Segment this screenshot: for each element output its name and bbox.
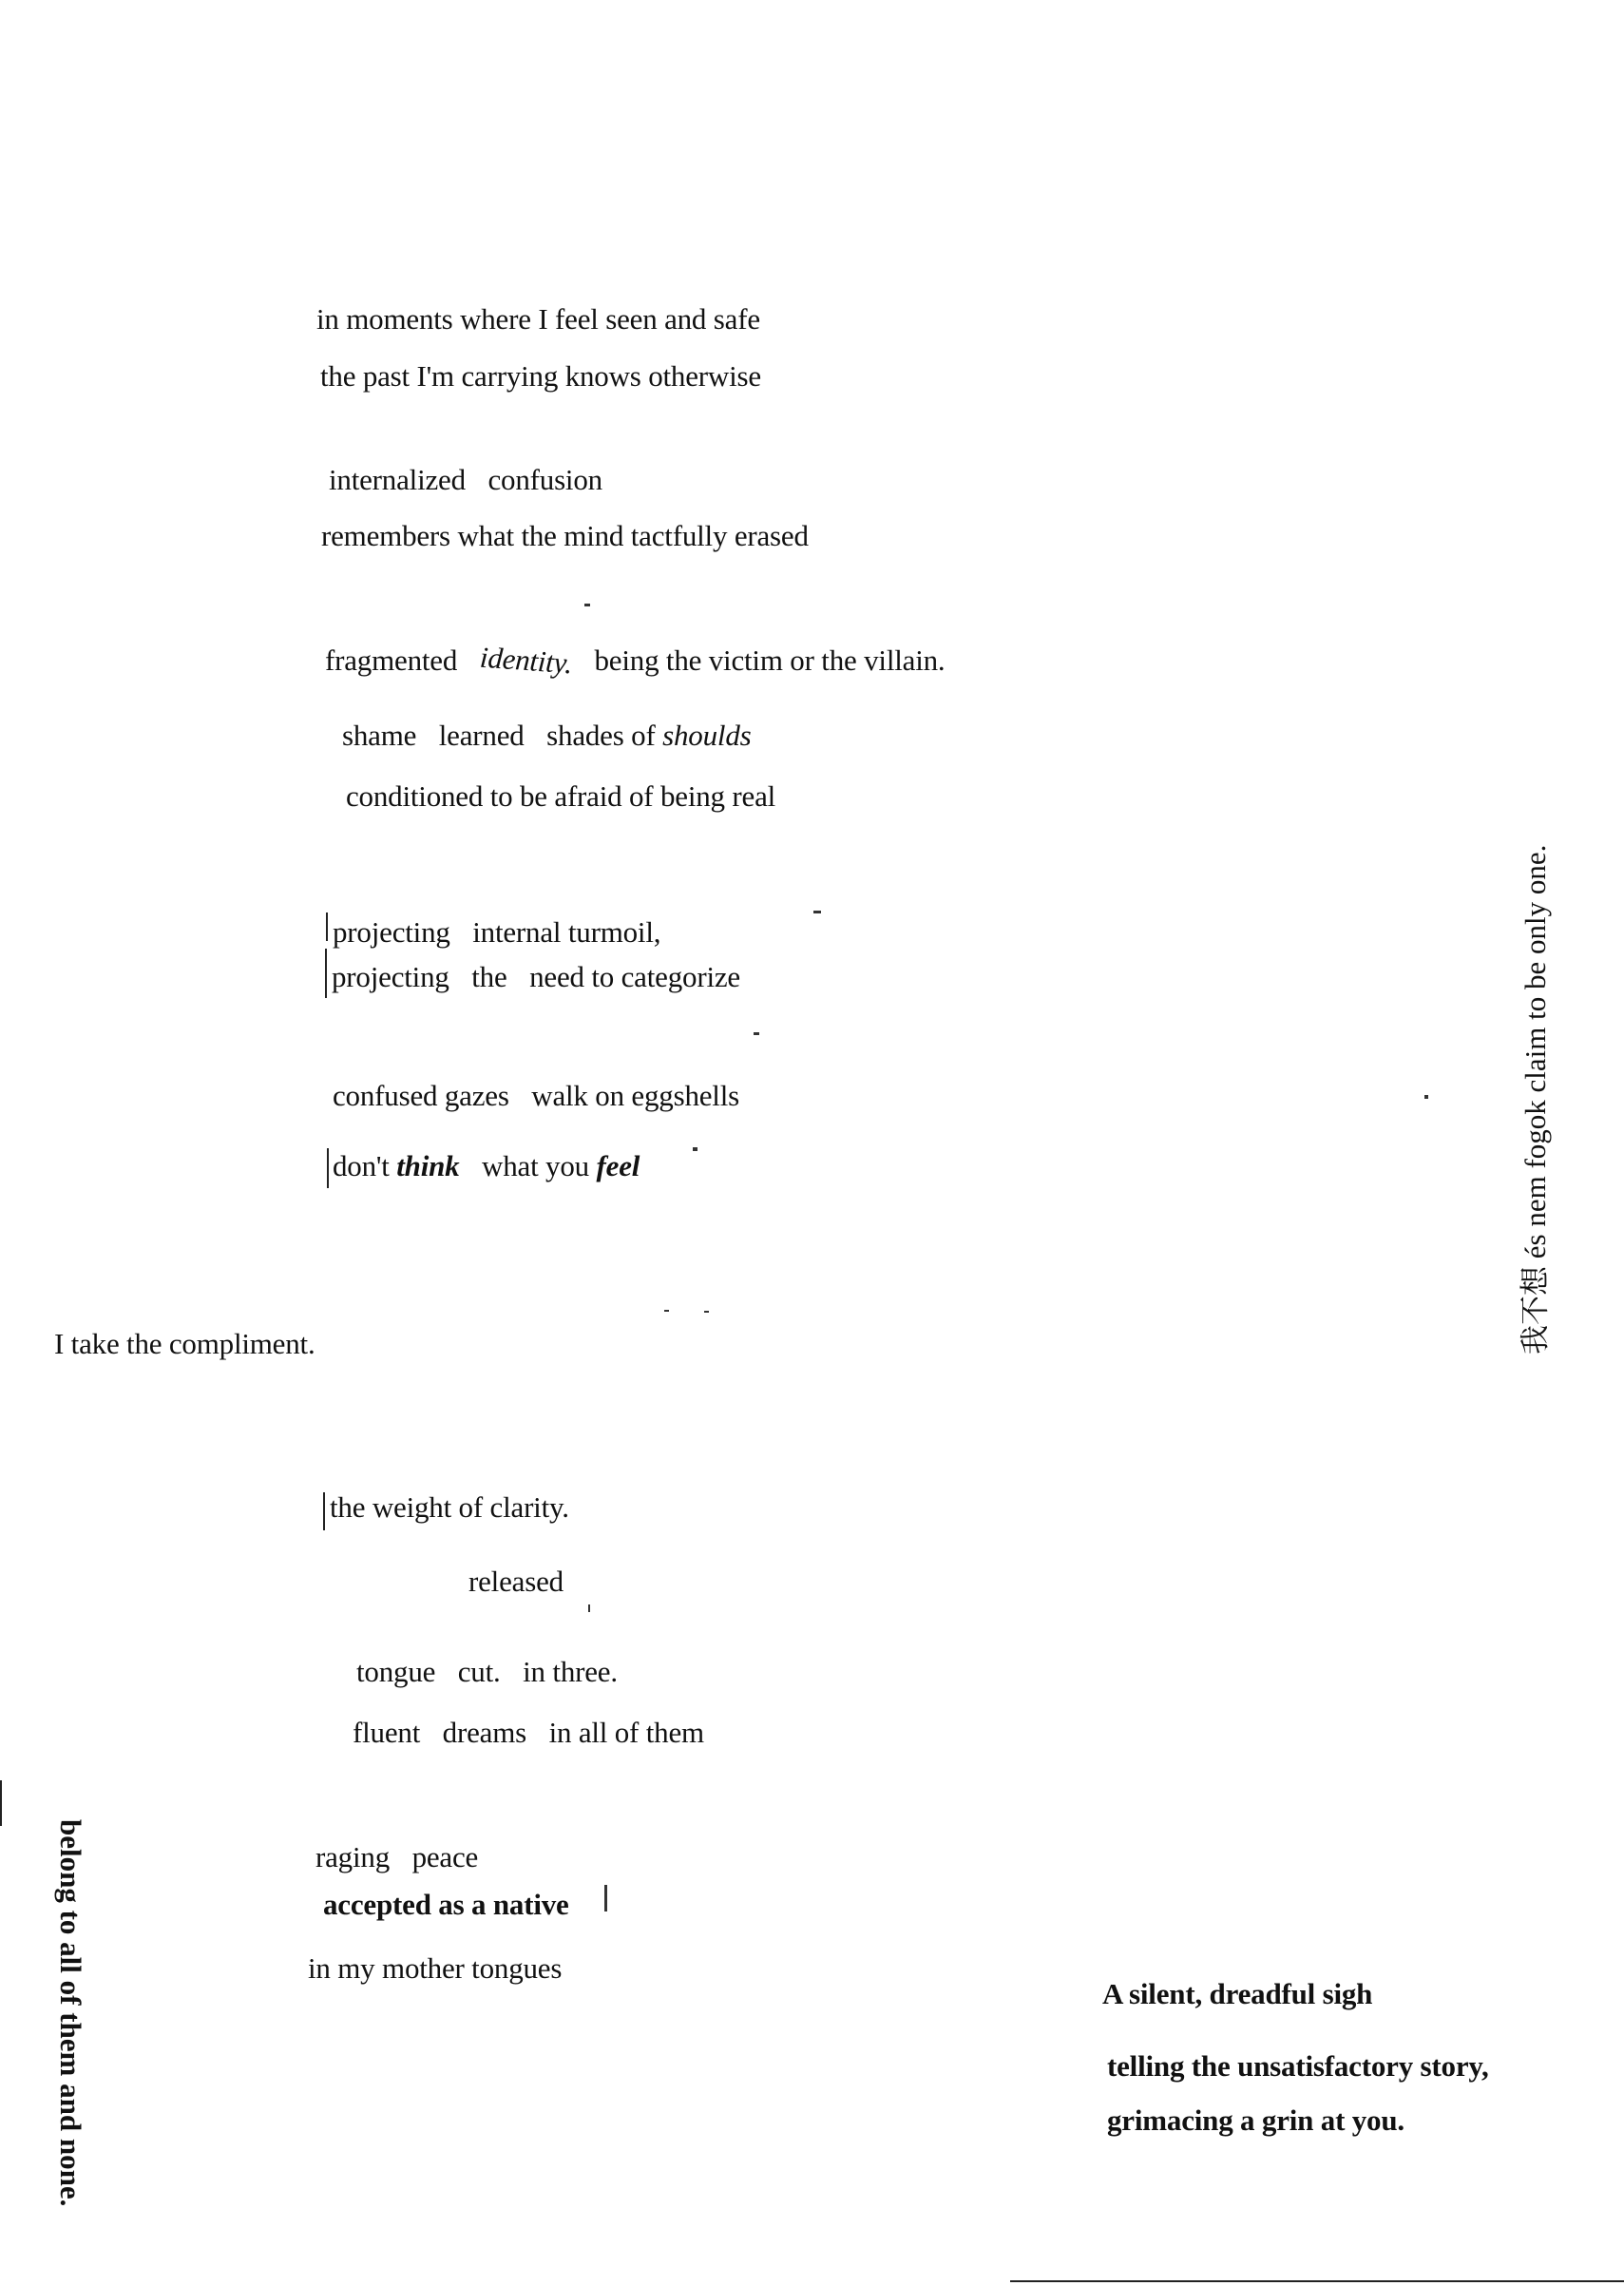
ink-speck [754,1032,759,1035]
poem-word: confusion [487,463,602,496]
poem-word: internal turmoil, [472,915,661,949]
ink-speck [588,1604,590,1612]
poem-text: released [468,1565,564,1598]
poem-line [1107,2104,1404,2138]
poem-word: raging [315,1840,390,1873]
poem-line [330,1490,569,1525]
poem-word: fragmented [325,644,458,677]
poem-word: fluent [353,1716,421,1749]
margin-bar [323,1492,325,1530]
poem-text: remembers what the mind tactfully erased [321,519,809,552]
vertical-line-left [53,1819,87,2206]
ink-speck [813,911,821,913]
poem-line [316,302,760,336]
poem-text: accepted as a native [323,1888,569,1921]
margin-bar [326,912,328,941]
poem-text: belong to all of them and none. [54,1819,87,2207]
poem-line [1107,2049,1489,2084]
ink-speck [584,604,590,606]
poem-text: A silent, dreadful sigh [1102,1977,1373,2010]
poem-word: cut. [457,1655,501,1688]
poem-line [333,1149,640,1183]
poem-word: being the victim or the villain. [594,644,946,677]
poem-line [321,519,809,553]
ink-speck [693,1147,697,1151]
margin-bar [327,1148,329,1188]
poem-line [315,1840,478,1874]
poem-word: don't [333,1149,390,1182]
poem-text: 我不想 és nem fogok claim to be only one. [1519,844,1552,1354]
poem-text: telling the unsatisfactory story, [1107,2049,1489,2083]
poem-text: in moments where I feel seen and safe [316,302,760,336]
poem-line [329,463,602,497]
poem-word: in all of them [548,1716,704,1749]
poem-word: the [471,960,507,993]
poem-line [333,915,660,950]
poem-word: in three. [523,1655,618,1688]
poem-line [320,359,761,394]
poem-word: think [396,1149,460,1182]
poem-line [346,779,775,814]
poem-line [353,1716,704,1750]
poem-word: shades of [546,719,656,752]
poem-word: identity. [478,640,574,681]
poem-word: clarity. [489,1490,569,1524]
ink-speck [704,1311,709,1313]
poem-word: confused gazes [333,1079,509,1112]
poem-word: need to categorize [529,960,740,993]
poem-line [308,1951,562,1986]
ink-speck [1424,1095,1428,1099]
poem-word: shame [342,719,417,752]
poem-word: learned [438,719,525,752]
poem-line [332,960,740,994]
margin-bar [325,949,327,998]
poem-word: dreams [442,1716,526,1749]
edge-mark [0,1780,2,1826]
poem-line [1102,1977,1372,2011]
ink-speck [664,1310,669,1312]
poem-word: feel [596,1149,640,1182]
poem-line [468,1565,564,1599]
poem-word: projecting [333,915,450,949]
poem-word: what you [482,1149,589,1182]
poem-line [356,1655,618,1689]
poem-line [323,1888,569,1922]
poem-word: projecting [332,960,449,993]
poem-text: I take the compliment. [54,1327,315,1360]
poem-word: the weight of [330,1490,483,1524]
poem-text: grimacing a grin at you. [1107,2104,1404,2137]
poem-line [333,1079,739,1113]
poem-text: in my mother tongues [308,1951,563,1985]
poem-word: tongue [356,1655,436,1688]
poem-word: shoulds [662,719,752,752]
ink-speck [604,1885,607,1911]
poem-word: peace [411,1840,479,1873]
poem-word: internalized [329,463,466,496]
poem-line [325,640,946,681]
poem-line [342,719,751,753]
poem-word: walk on eggshells [531,1079,739,1112]
vertical-line-right [1519,845,1553,1354]
poem-text: the past I'm carrying knows otherwise [320,359,761,393]
bottom-rule [1010,2280,1624,2282]
poem-text: conditioned to be afraid of being real [346,779,776,813]
poem-line [54,1327,315,1361]
